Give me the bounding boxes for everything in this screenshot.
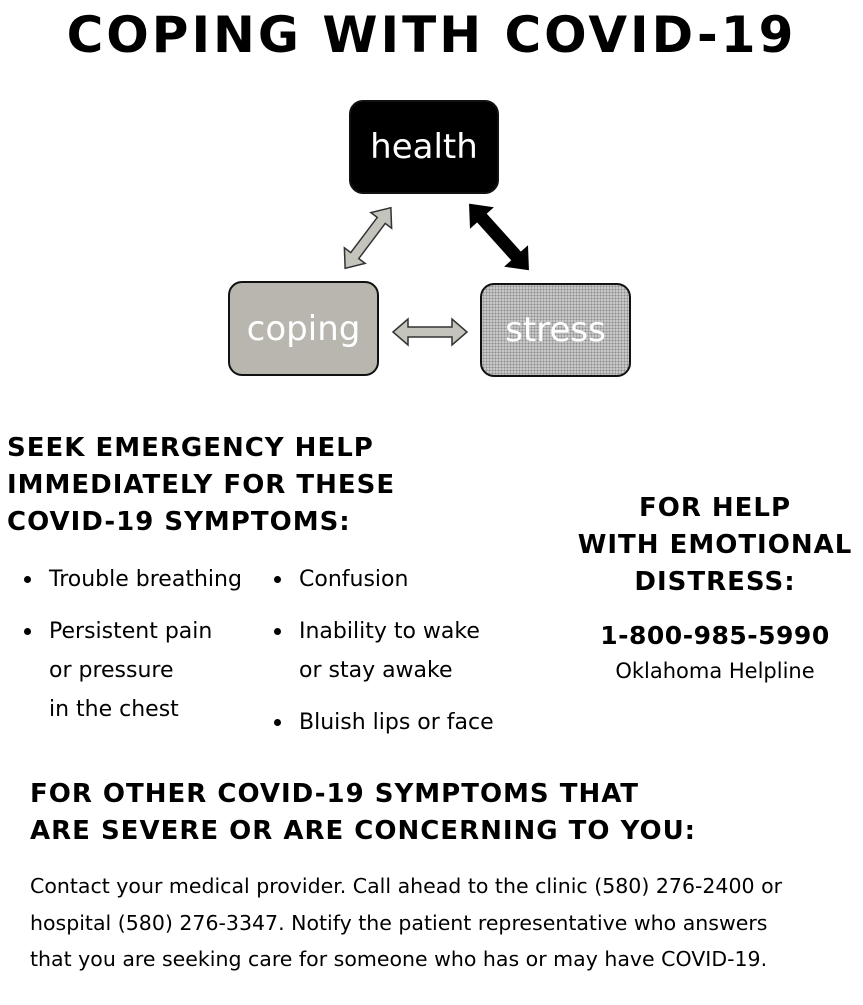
list-item-text: or pressure <box>49 658 174 683</box>
help-heading-line: WITH EMOTIONAL <box>577 530 853 560</box>
emergency-heading-line: IMMEDIATELY FOR THESE <box>7 470 396 500</box>
list-item-text: Inability to wake <box>299 619 480 644</box>
coping-label: coping <box>246 308 361 349</box>
other-symptoms-heading <box>30 776 696 850</box>
list-item-text: or stay awake <box>299 658 453 683</box>
help-heading <box>575 490 855 601</box>
double-arrow-icon <box>458 194 539 279</box>
paragraph-line: that you are seeking care for someone who has or may have COVID-19. <box>30 947 768 971</box>
help-heading-line: FOR HELP <box>638 493 792 523</box>
list-item <box>15 560 260 599</box>
emergency-heading-line: COVID-19 SYMPTOMS: <box>7 507 351 537</box>
stress-label: stress <box>505 310 606 350</box>
symptom-list-right <box>265 560 505 742</box>
diagram-arrows <box>0 0 863 420</box>
helpline-name: Oklahoma Helpline <box>615 659 815 683</box>
other-heading-line: ARE SEVERE OR ARE CONCERNING TO YOU: <box>30 816 697 846</box>
list-item <box>265 703 505 742</box>
list-item-text: Trouble breathing <box>49 567 242 592</box>
help-heading-line: DISTRESS: <box>634 567 796 597</box>
symptom-list-left <box>15 560 260 729</box>
stress-box <box>480 283 631 377</box>
list-item <box>15 612 260 729</box>
other-heading-line: FOR OTHER COVID-19 SYMPTOMS THAT <box>30 779 640 809</box>
health-label: health <box>370 127 478 167</box>
double-arrow-icon <box>393 319 467 345</box>
coping-box <box>228 281 379 376</box>
list-item-text: Confusion <box>299 567 409 592</box>
list-item <box>265 612 505 690</box>
list-item <box>265 560 505 599</box>
contact-paragraph <box>30 868 850 978</box>
paragraph-line: hospital (580) 276-3347. Notify the patient representative who answers <box>30 910 768 935</box>
emotional-help-panel <box>575 490 855 686</box>
paragraph-line: Contact your medical provider. Call ahead to the clinic (580) 276-2400 or <box>30 874 783 898</box>
emergency-heading <box>7 430 395 541</box>
page-title: COPING WITH COVID-19 <box>66 6 797 64</box>
double-arrow-icon <box>335 200 402 276</box>
list-item-text: in the chest <box>49 697 179 722</box>
health-box <box>349 100 499 194</box>
emergency-heading-line: SEEK EMERGENCY HELP <box>7 433 374 463</box>
helpline-phone-number: 1-800-985-5990 <box>600 621 830 650</box>
list-item-text: Persistent pain <box>49 619 213 644</box>
list-item-text: Bluish lips or face <box>299 710 494 735</box>
